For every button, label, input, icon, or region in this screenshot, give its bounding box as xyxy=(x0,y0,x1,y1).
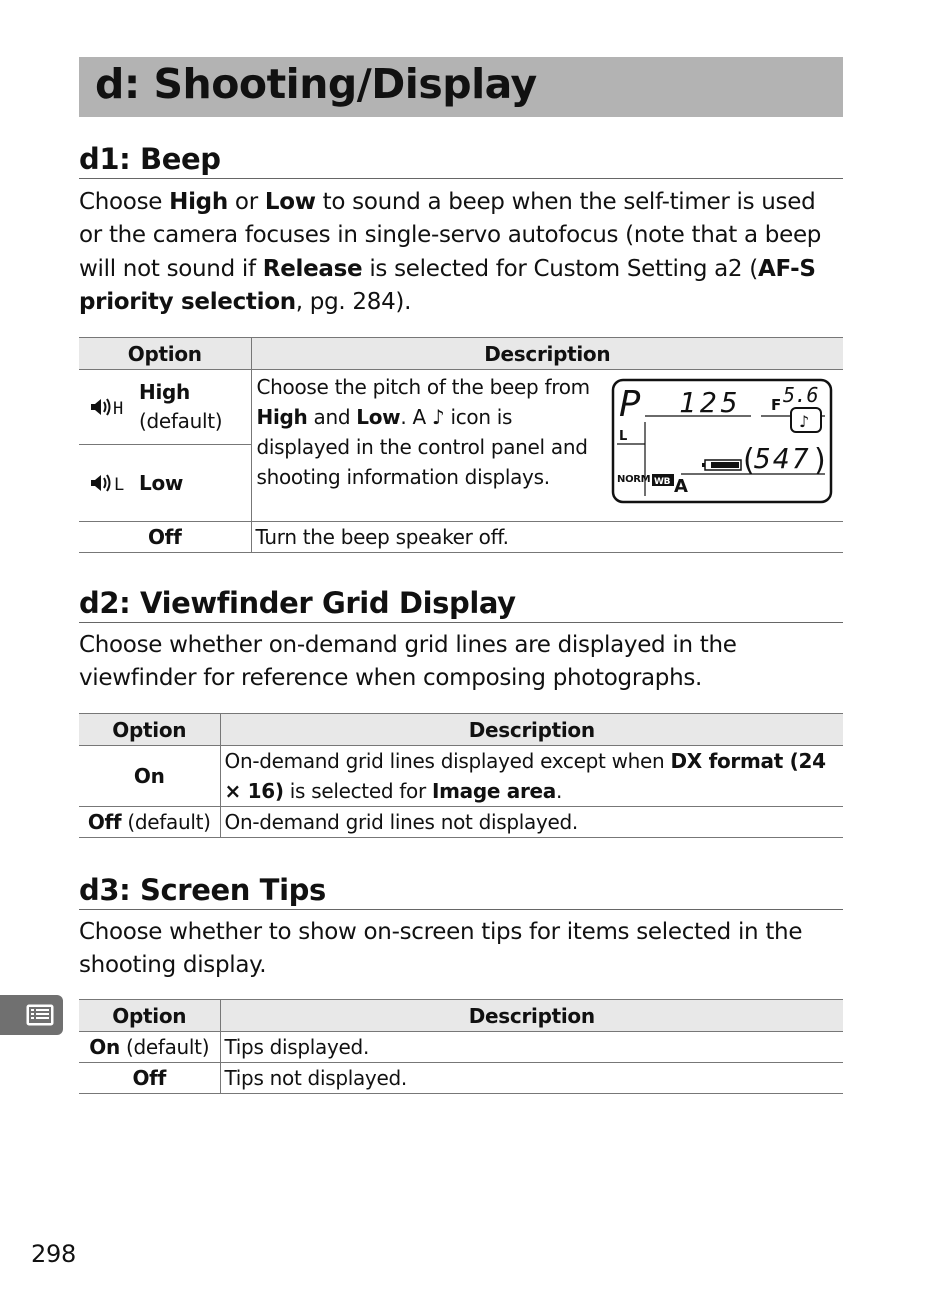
column-header-description: Description xyxy=(220,714,843,746)
table-row xyxy=(79,746,843,807)
table-row-high xyxy=(79,370,843,445)
d1-options-table xyxy=(79,337,843,553)
option-cell: Off (default) xyxy=(79,807,220,838)
d3-options-table xyxy=(79,999,843,1094)
column-header-option: Option xyxy=(79,1000,220,1032)
section-title-d2: d2: Viewfinder Grid Display xyxy=(79,587,843,623)
option-cell-high xyxy=(79,370,251,445)
high-low-description: Choose the pitch of the beep from High and Low. A ♪ icon is displayed in the control panel and shooting information displays. xyxy=(256,375,590,489)
d2-options-table xyxy=(79,713,843,838)
lcd-quality: NORM xyxy=(617,474,651,485)
d2-intro: Choose whether on-demand grid lines are displayed in the viewfinder for reference when composing photographs. xyxy=(79,632,737,692)
option-cell-low xyxy=(79,445,251,522)
lcd-bracket-close: ) xyxy=(814,443,826,478)
lcd-note-icon: ♪ xyxy=(799,412,809,431)
table-header-row xyxy=(79,338,843,370)
table-header-row xyxy=(79,714,843,746)
table-header-row xyxy=(79,1000,843,1032)
beep-low-icon xyxy=(85,471,129,495)
lcd-wb: WB xyxy=(654,477,671,487)
description-cell: Tips displayed. xyxy=(220,1032,843,1063)
option-label-high: High xyxy=(139,380,190,404)
table-row xyxy=(79,1063,843,1094)
description-cell: On-demand grid lines displayed except when DX format (24 × 16) is selected for Image area. xyxy=(220,746,843,807)
column-header-option: Option xyxy=(79,714,220,746)
option-label-off: Off xyxy=(147,525,182,549)
lcd-aperture: 5.6 xyxy=(783,383,819,407)
lcd-size: L xyxy=(619,429,627,444)
lcd-shot-count: 547 xyxy=(754,442,811,475)
option-cell: Off xyxy=(79,1063,220,1094)
table-row xyxy=(79,807,843,838)
control-panel-illustration xyxy=(611,378,833,504)
table-row-off xyxy=(79,522,843,553)
custom-settings-menu-icon xyxy=(26,1004,54,1026)
lcd-f-label: F xyxy=(771,396,781,414)
lcd-wb-value: A xyxy=(674,476,688,497)
page-number: 298 xyxy=(31,1240,76,1268)
page-title: d: Shooting/Display xyxy=(95,60,537,108)
d1-intro: Choose High or Low to sound a beep when the self-timer is used or the camera focuses in single-servo autofocus (note that a beep will not sound if Release is selected for Custom Setting a2 (AF-S priority selection, pg. 284). xyxy=(79,189,822,315)
side-tab-custom-settings xyxy=(0,995,63,1035)
column-header-description: Description xyxy=(220,1000,843,1032)
lcd-bracket-open: ( xyxy=(743,443,755,478)
section-title-d1: d1: Beep xyxy=(79,143,843,179)
option-cell: On xyxy=(79,746,220,807)
column-header-description: Description xyxy=(251,338,843,370)
column-header-option: Option xyxy=(79,338,251,370)
page-title-bar xyxy=(79,57,843,117)
description-cell: On-demand grid lines not displayed. xyxy=(220,807,843,838)
svg-text:H: H xyxy=(113,399,123,419)
option-default-note: (default) xyxy=(139,409,223,433)
lcd-shutter: 125 xyxy=(679,386,742,419)
table-row xyxy=(79,1032,843,1063)
d3-intro: Choose whether to show on-screen tips for items selected in the shooting display. xyxy=(79,919,803,979)
lcd-mode: P xyxy=(619,384,641,425)
description-cell-off: Turn the beep speaker off. xyxy=(251,522,843,553)
option-cell-off xyxy=(79,522,251,553)
svg-text:L: L xyxy=(114,475,124,495)
option-label-low: Low xyxy=(139,470,184,495)
description-cell-high-low xyxy=(251,370,843,522)
section-title-d3: d3: Screen Tips xyxy=(79,874,843,910)
beep-high-icon xyxy=(85,395,129,419)
option-cell: On (default) xyxy=(79,1032,220,1063)
description-cell: Tips not displayed. xyxy=(220,1063,843,1094)
